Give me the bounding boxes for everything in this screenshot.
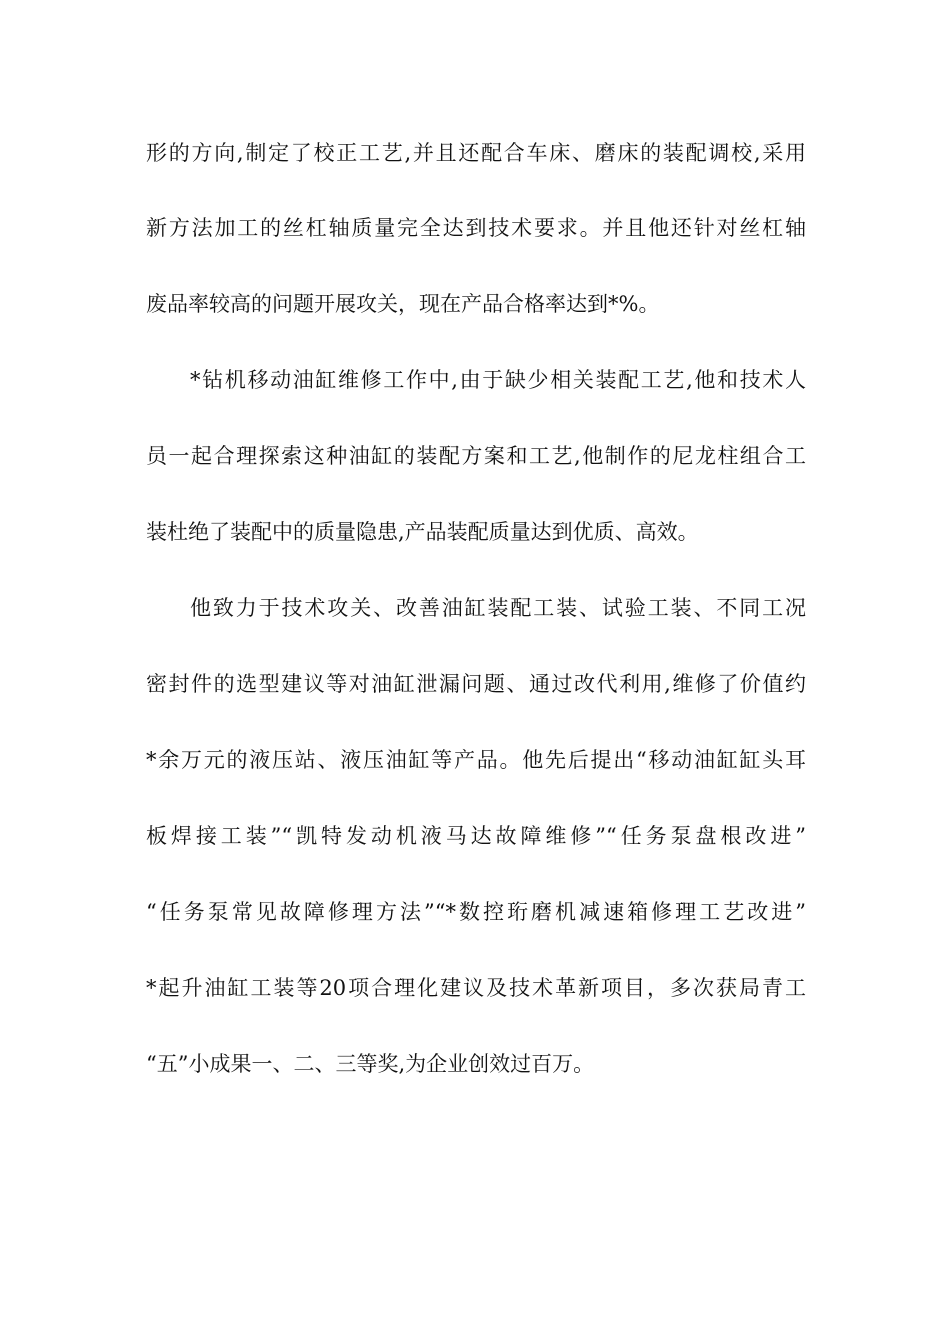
text-line: *余万元的液压站、液压油缸等产品。他先后提出“移动油缸缸头耳 [146, 748, 806, 772]
text-line: 形的方向,制定了校正工艺,并且还配合车床、磨床的装配调校,采用 [146, 141, 806, 165]
text-line: 员一起合理探索这种油缸的装配方案和工艺,他制作的尼龙柱组合工 [146, 444, 806, 468]
text-line: “五”小成果一、二、三等奖,为企业创效过百万。 [146, 1052, 595, 1076]
text-line: 他致力于技术攻关、改善油缸装配工装、试验工装、不同工况 [190, 596, 806, 620]
text-line: 废品率较高的问题开展攻关，现在产品合格率达到*%。 [146, 292, 660, 316]
text-line: 板焊接工装”“凯特发动机液马达故障维修”“任务泵盘根改进” [146, 824, 806, 848]
text-line: 密封件的选型建议等对油缸泄漏问题、通过改代利用,维修了价值约 [146, 672, 806, 696]
text-line: 装杜绝了装配中的质量隐患,产品装配质量达到优质、高效。 [146, 520, 699, 544]
text-line: 新方法加工的丝杠轴质量完全达到技术要求。并且他还针对丝杠轴 [146, 216, 806, 240]
text-line: *钻机移动油缸维修工作中,由于缺少相关装配工艺,他和技术人 [190, 368, 806, 392]
text-line: “任务泵常见故障修理方法”“*数控珩磨机减速箱修理工艺改进” [146, 900, 806, 924]
text-line: *起升油缸工装等20项合理化建议及技术革新项目，多次获局青工 [146, 976, 806, 1000]
